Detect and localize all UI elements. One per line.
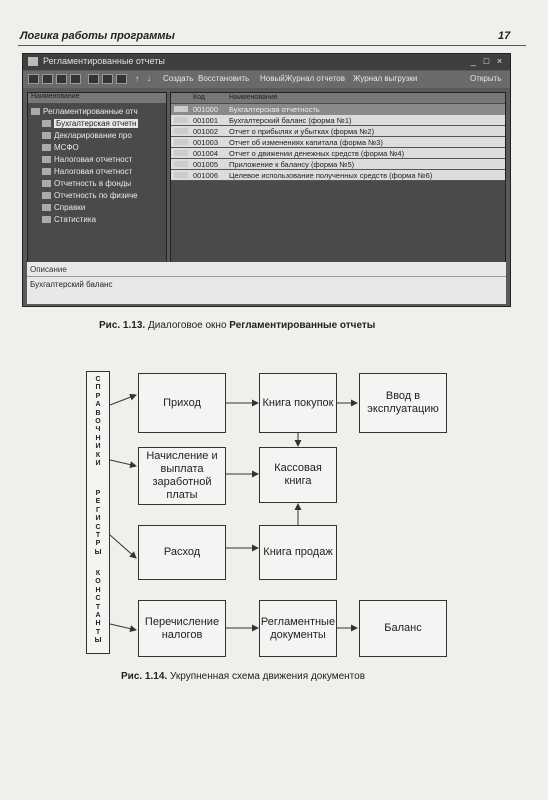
arrow-sidebar-nachislenie (110, 460, 136, 466)
arrow-sidebar-perechislenie (110, 624, 136, 630)
description-text: Бухгалтерский баланс (30, 280, 113, 289)
table-row[interactable]: 001001 Бухгалтерский баланс (форма №1) (171, 115, 505, 126)
box-kniga-prodazh: Книга продаж (259, 525, 337, 580)
new-button[interactable]: Новый (260, 74, 285, 83)
grid-header-code: Код (193, 94, 205, 101)
sidebar-word-3: К О Н С Т А Н Т Ы (94, 570, 102, 645)
tree-header: Наименование (28, 93, 166, 103)
box-nachislenie: Начисление и выплата заработной платы (138, 447, 226, 505)
table-row[interactable]: 001000 Бухгалтерская отчетность (171, 104, 505, 115)
page-number: 17 (498, 30, 511, 42)
window-title: Регламентированные отчеты (43, 56, 165, 66)
tree-item[interactable]: Статистика (42, 215, 96, 224)
box-reglament: Регламентные документы (259, 600, 337, 657)
export-journal-button[interactable]: Журнал выгрузки (353, 74, 418, 83)
tree-item[interactable]: Справки (42, 203, 85, 212)
description-label: Описание (30, 265, 67, 274)
arrow-down-icon[interactable]: ↓ (147, 74, 151, 83)
sidebar-word-1: С П Р А В О Ч Н И К И (95, 376, 101, 468)
restore-button[interactable]: Восстановить (198, 74, 250, 83)
tree-item[interactable]: Регламентированные отч (31, 107, 138, 116)
table-row[interactable]: 001003 Отчет об изменениях капитала (форма №3) (171, 137, 505, 148)
table-row[interactable]: 001006 Целевое использование полученных средств (форма №6) (171, 170, 505, 181)
tree-item[interactable]: Налоговая отчетност (42, 155, 132, 164)
caption-2-number: Рис. 1.14. (121, 671, 168, 682)
reports-journal-button[interactable]: Журнал отчетов (285, 74, 345, 83)
tree-item[interactable]: Налоговая отчетност (42, 167, 132, 176)
running-head: Логика работы программы (20, 30, 175, 42)
box-kniga-pokupok: Книга покупок (259, 373, 337, 433)
table-row[interactable]: 001002 Отчет о прибылях и убытках (форма №2) (171, 126, 505, 137)
table-row[interactable]: 001004 Отчет о движении денежных средств (форма №4) (171, 148, 505, 159)
box-kassovaya-kniga: Кассовая книга (259, 447, 337, 503)
open-button[interactable]: Открыть (470, 74, 502, 83)
box-balans: Баланс (359, 600, 447, 657)
references-sidebar (86, 371, 110, 654)
sidebar-word-2: Р Е Г И С Т Р Ы (94, 490, 102, 556)
tree-item[interactable]: Декларирование про (42, 131, 132, 140)
figure-caption-2 (121, 671, 365, 682)
tree-item[interactable]: Отчетность по физиче (42, 191, 138, 200)
arrow-sidebar-prihod (110, 395, 136, 405)
caption-1-text: Диалоговое окно (145, 320, 230, 331)
minimize-icon[interactable]: _ (470, 56, 476, 66)
maximize-icon[interactable]: □ (483, 56, 490, 66)
box-perechislenie: Перечисление налогов (138, 600, 226, 657)
caption-2-text: Укрупненная схема движения документов (167, 671, 366, 682)
grid-header-name: Наименование (229, 94, 278, 101)
caption-1-number: Рис. 1.13. (99, 320, 146, 331)
tree-item-selected[interactable]: Бухгалтерская отчетн (42, 119, 138, 128)
close-icon[interactable]: × (496, 56, 503, 66)
box-rashod: Расход (138, 525, 226, 580)
arrow-sidebar-rashod (110, 535, 136, 558)
table-row[interactable]: 001005 Приложение к балансу (форма №5) (171, 159, 505, 170)
box-vvod: Ввод в эксплуатацию (359, 373, 447, 433)
tree-item[interactable]: МСФО (42, 143, 79, 152)
box-prihod: Приход (138, 373, 226, 433)
caption-1-bold: Регламентированные отчеты (229, 320, 376, 331)
tree-item[interactable]: Отчетность в фонды (42, 179, 131, 188)
create-button[interactable]: Создать (163, 74, 194, 83)
arrow-up-icon[interactable]: ↑ (135, 74, 139, 83)
